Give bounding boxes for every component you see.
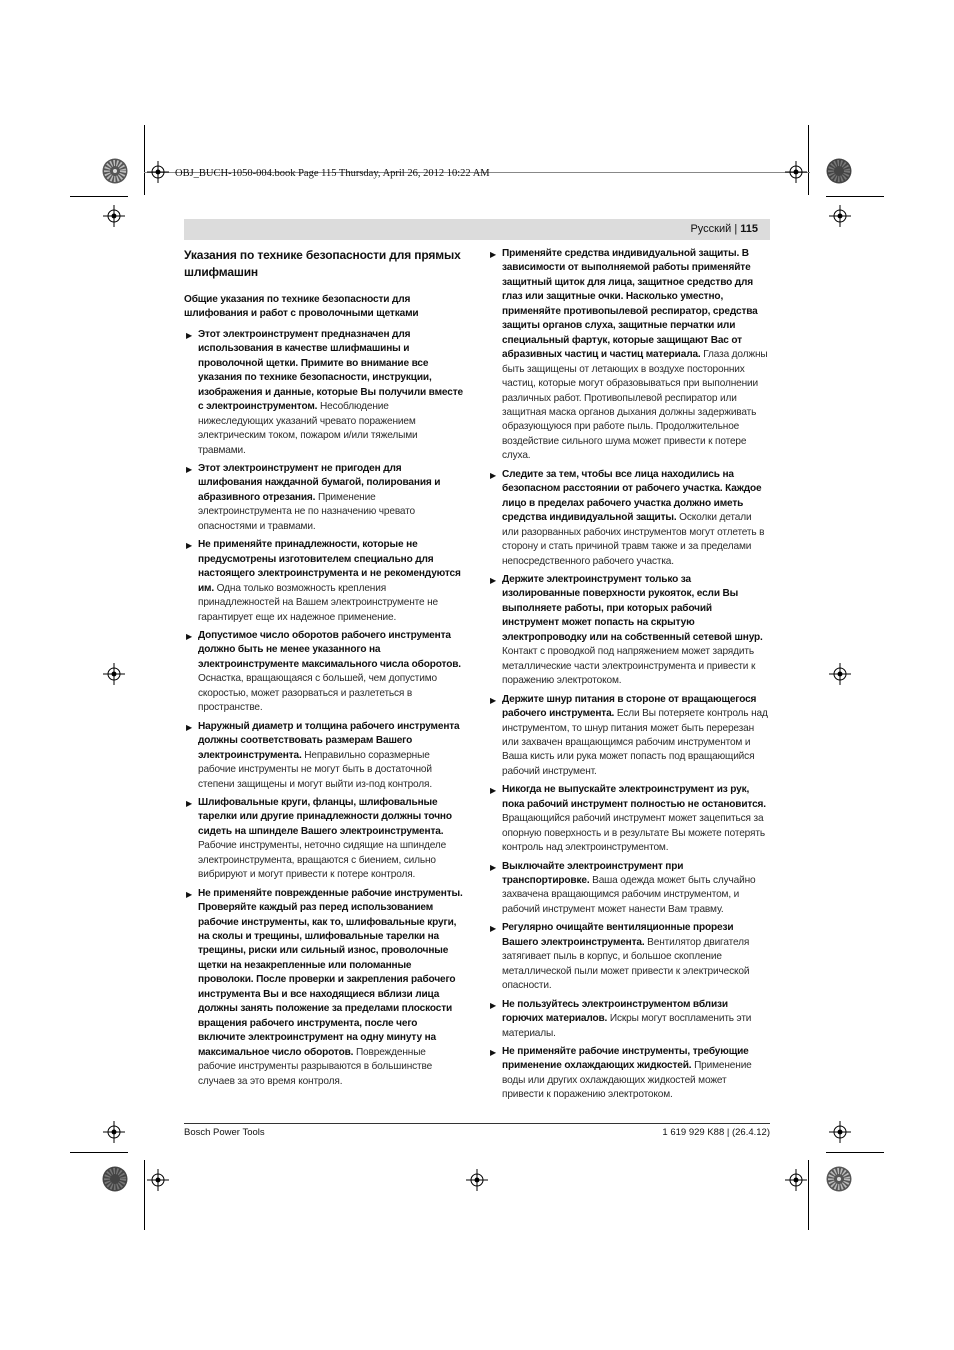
- bullet-explanation: Рабочие инструменты, неточно сидящие на шпинделе электроинструмента, вращаются с биением, сильно вибрируют и могут привести к потере контроля.: [198, 840, 447, 881]
- bullet-arrow-icon: ▶: [490, 1000, 497, 1010]
- bullet-instruction: Держите шнур питания в стороне от вращающегося рабочего инструмента.: [502, 693, 757, 720]
- registration-mark-icon: [103, 205, 125, 227]
- bullet-explanation: Ваша одежда может быть случайно захвачена вращающимся рабочим инструментом, и рабочий инструмент может нанести Вам травму.: [502, 875, 756, 915]
- bullet-instruction: Наружный диаметр и толщина рабочего инструмента должны соответствовать размерам Вашего электроинструмента.: [198, 720, 460, 761]
- bullet-instruction: Этот электроинструмент не пригоден для шлифования наждачной бумагой, полирования и абразивного отрезания.: [198, 462, 441, 503]
- registration-mark-icon: [785, 1169, 807, 1191]
- bullet-explanation: Искры могут воспламенить эти материалы.: [502, 1013, 752, 1039]
- bullet-item: [488, 1045, 770, 1103]
- bullet-arrow-icon: ▶: [186, 889, 193, 899]
- footer-publisher: Bosch Power Tools: [184, 1127, 265, 1138]
- bullet-arrow-icon: ▶: [490, 786, 497, 796]
- section-subtitle: Общие указания по технике безопасности для шлифования и работ с проволочными щетками: [184, 294, 419, 320]
- bullet-instruction: Выключайте электроинструмент при транспортировке.: [502, 860, 684, 887]
- bullet-explanation: Глаза должны быть защищены от летающих в воздухе посторонних частиц, которые могут образовываться при выполнении различных работ. Противопылевой респиратор или защитная маска органов дыхания должны задерживать образующуюся при работе пыль. Продолжительное воздействие сильного шума может привести к потере слуха.: [502, 349, 768, 462]
- bullet-item: [184, 462, 466, 534]
- bullet-instruction: Не применяйте принадлежности, которые не предусмотрены изготовителем специально для настоящего электроинструмента и не рекомендуются им.: [198, 539, 461, 594]
- bullet-explanation: Применение электроинструмента не по назначению чревато опасностями и травмами.: [198, 491, 415, 532]
- bullet-arrow-icon: ▶: [490, 695, 497, 705]
- bullet-item: [488, 860, 770, 918]
- registration-mark-icon: [466, 1169, 488, 1191]
- bullet-explanation: Вентилятор двигателя затягивает пыль в корпус, и большое скопление металлической пыли может привести к электрической опасности.: [502, 936, 750, 992]
- page-number: 115: [740, 223, 758, 235]
- bullet-item: [488, 693, 770, 780]
- bullet-explanation: Осколки детали или разорванных рабочих инструментов могут отлететь в сторону и стать причиной травм также и за пределами непосредственного рабочего участка.: [502, 512, 765, 567]
- bullet-item: [184, 629, 466, 716]
- bullet-arrow-icon: ▶: [490, 470, 497, 480]
- bullet-arrow-icon: ▶: [186, 330, 193, 340]
- left-bullet-list: [184, 328, 466, 1089]
- bullet-item: [184, 720, 466, 792]
- bullet-item: [184, 796, 466, 883]
- bullet-arrow-icon: ▶: [186, 798, 193, 808]
- bullet-explanation: Вращающийся рабочий инструмент может зацепиться за опорную поверхность и в результате Вы можете потерять контроль над электроинструментом.: [502, 813, 765, 854]
- header-language: Русский: [690, 223, 732, 235]
- header-separator: |: [731, 223, 741, 235]
- bullet-explanation: Контакт с проводкой под напряжением может зарядить металлические части электроинструмента и привести к поражению электротоком.: [502, 646, 756, 687]
- bullet-instruction: Держите электроинструмент только за изолированные поверхности рукояток, если Вы выполняете работы, при которых рабочий инструмент может попасть на скрытую электропроводку или на собственный сетевой шнур.: [502, 573, 763, 643]
- bullet-explanation: Несоблюдение нижеследующих указаний чревато поражением электрическим током, пожаром и/или тяжелыми травмами.: [198, 401, 418, 456]
- bullet-instruction: Никогда не выпускайте электроинструмент из рук, пока рабочий инструмент полностью не остановится.: [502, 784, 766, 810]
- bullet-instruction: Следите за тем, чтобы все лица находились на безопасном расстоянии от рабочего участка. Каждое лицо в пределах рабочего участка должно иметь средства индивидуальной защиты.: [502, 468, 762, 524]
- starburst-disc-icon: [102, 1166, 128, 1192]
- bullet-arrow-icon: ▶: [490, 575, 497, 585]
- registration-mark-icon: [829, 1121, 851, 1143]
- bullet-arrow-icon: ▶: [186, 464, 193, 474]
- bullet-instruction: Шлифовальные круги, фланцы, шлифовальные тарелки или другие принадлежности должны точно сидеть на шпинделе Вашего электроинструмента.: [198, 796, 452, 837]
- footer-rule: [184, 1123, 770, 1124]
- bullet-explanation: Поврежденные рабочие инструменты разрываются в большинстве случаев за это время контроля.: [198, 1046, 433, 1087]
- footer-doc-number: 1 619 929 K88 | (26.4.12): [662, 1127, 770, 1138]
- bullet-instruction: Применяйте средства индивидуальной защиты. В зависимости от выполняемой работы применяйте защитный щиток для лица, защитное средство для глаз или защитные очки. Насколько уместно, применяйте противопылевой респиратор, средства защиты органов слуха, защитные перчатки или специальный фартук, которые защищают Вас от абразивных частиц и частиц материала.: [502, 248, 758, 361]
- bullet-arrow-icon: ▶: [490, 924, 497, 934]
- registration-mark-icon: [103, 1121, 125, 1143]
- bullet-item: [488, 573, 770, 689]
- header-text: [690, 223, 758, 235]
- bullet-arrow-icon: ▶: [186, 541, 193, 551]
- registration-mark-icon: [785, 161, 807, 183]
- bullet-explanation: Одна только возможность крепления принадлежностей на Вашем электроинструменте не гарантирует еще их надежное применение.: [198, 582, 439, 623]
- bullet-item: [184, 887, 466, 1089]
- right-column: [488, 247, 770, 1107]
- bullet-explanation: Применение воды или других охлаждающих жидкостей может привести к поражению электротоком.: [502, 1060, 752, 1101]
- bullet-explanation: Оснастка, вращающаяся с большей, чем допустимо скоростью, может разорваться и разлететься в пространстве.: [198, 673, 438, 714]
- running-header: [184, 219, 770, 240]
- starburst-disc-icon: [826, 158, 852, 184]
- bullet-arrow-icon: ▶: [490, 862, 497, 872]
- bullet-instruction: Не пользуйтесь электроинструментом вблизи горючих материалов.: [502, 998, 728, 1025]
- bullet-instruction: Не применяйте поврежденные рабочие инструменты. Проверяйте каждый раз перед использованием рабочие инструменты, как то, шлифовальные круги, на сколы и трещины, шлифовальные тарелки на трещины, риски или сильный износ, проволочные щетки на незакрепленные или поломанные проволоки. После проверки и закрепления рабочего инструмента Вы и все находящиеся вблизи лица должны занять положение за пределами плоскости вращения рабочего инструмента, после чего включите электроинструмент на одну минуту на максимальное число оборотов.: [198, 887, 463, 1058]
- bullet-instruction: Регулярно очищайте вентиляционные прорези Вашего электроинструмента.: [502, 922, 734, 948]
- registration-mark-icon: [147, 161, 169, 183]
- bullet-instruction: Допустимое число оборотов рабочего инструмента должно быть не менее указанного на электроинструменте максимального числа оборотов.: [198, 629, 461, 670]
- section-title: Указания по технике безопасности для прямых шлифмашин: [184, 248, 461, 279]
- registration-mark-icon: [829, 663, 851, 685]
- right-bullet-list: [488, 247, 770, 1103]
- print-slug: OBJ_BUCH-1050-004.book Page 115 Thursday, April 26, 2012 10:22 AM: [175, 168, 490, 179]
- registration-mark-icon: [147, 1169, 169, 1191]
- registration-mark-icon: [829, 205, 851, 227]
- bullet-instruction: Не применяйте рабочие инструменты, требующие применение охлаждающих жидкостей.: [502, 1046, 749, 1072]
- left-column: [184, 247, 466, 1093]
- bullet-explanation: Если Вы потеряете контроль над инструментом, то шнур питания может быть перерезан или захвачен вращающимся рабочим инструментом и Ваша кисть или рука может попасть под вращающийся рабочий инструмент.: [502, 708, 768, 777]
- bullet-arrow-icon: ▶: [490, 250, 497, 259]
- starburst-disc-icon: [102, 158, 128, 184]
- bullet-item: [488, 247, 770, 464]
- bullet-item: [488, 783, 770, 855]
- bullet-item: [184, 538, 466, 625]
- bullet-arrow-icon: ▶: [186, 631, 193, 641]
- bullet-item: [488, 998, 770, 1041]
- bullet-instruction: Этот электроинструмент предназначен для использования в качестве шлифмашины и проволочной щетки. Примите во внимание все указания по технике безопасности, инструкции, изображения и данные, которые Вы получили вместе с электроинструментом.: [198, 328, 463, 413]
- bullet-arrow-icon: ▶: [490, 1048, 497, 1058]
- starburst-disc-icon: [826, 1166, 852, 1192]
- bullet-explanation: Неправильно соразмерные рабочие инструменты не могут быть в достаточной степени защищены и могут выйти из-под контроля.: [198, 749, 432, 790]
- registration-mark-icon: [103, 663, 125, 685]
- bullet-item: [488, 921, 770, 993]
- bullet-arrow-icon: ▶: [186, 722, 193, 732]
- bullet-item: [184, 328, 466, 458]
- bullet-item: [488, 468, 770, 569]
